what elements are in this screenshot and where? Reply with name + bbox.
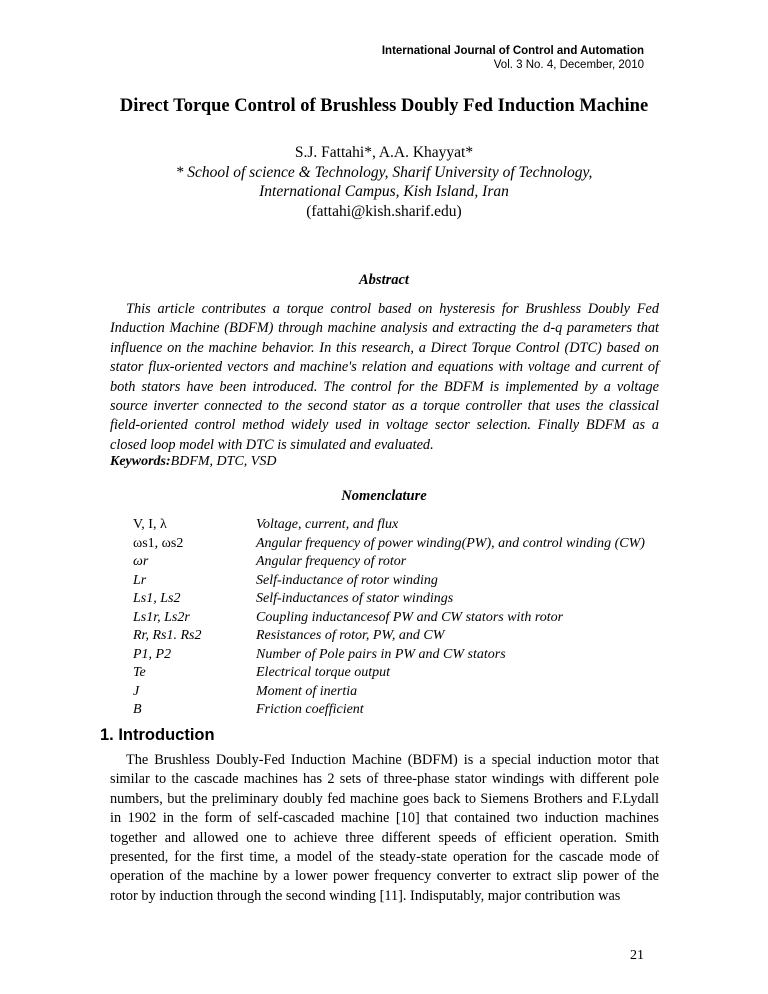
affiliation-line-2: International Campus, Kish Island, Iran	[259, 183, 509, 200]
nomenclature-row	[133, 590, 693, 609]
abstract-text: This article contributes a torque control based on hysteresis for Brushless Doubly Fed Induction Machine (BDFM) through machine analysis and extracting the d-q parameters that influence on the machine behavior. In this research, a Direct Torque Control (DTC) based on stator flux-oriented vectors and machine's relation and equations with voltage and current of both stators have been introduced. The control for the BDFM is implemented by a voltage source inverter connected to the second stator as a torque controller that uses the classical field-oriented control method widely used in voltage sector selection. Finally BDFM as a closed loop model with DTC is simulated and evaluated.	[110, 301, 659, 453]
nomenclature-symbol: B	[133, 702, 142, 717]
nomenclature-row	[133, 572, 693, 591]
nomenclature-symbol: V, I, λ	[133, 517, 167, 532]
nomenclature-symbol: Ls1, Ls2	[133, 591, 181, 606]
paper-title: Direct Torque Control of Brushless Doubly Fed Induction Machine	[119, 96, 649, 116]
nomenclature-row	[133, 609, 693, 628]
nomenclature-symbol: Rr, Rs1. Rs2	[133, 628, 202, 643]
nomenclature-definition: Number of Pole pairs in PW and CW stators	[256, 646, 506, 662]
nomenclature-symbol: Te	[133, 665, 146, 680]
nomenclature-list	[133, 516, 693, 720]
keywords-label: Keywords:	[110, 454, 171, 469]
journal-name: International Journal of Control and Automation	[381, 45, 644, 57]
nomenclature-definition: Resistances of rotor, PW, and CW	[256, 628, 445, 643]
author-block	[80, 143, 688, 221]
nomenclature-definition: Angular frequency of rotor	[256, 554, 407, 569]
nomenclature-definition: Friction coefficient	[256, 702, 364, 717]
nomenclature-symbol: ωr	[133, 554, 149, 569]
author-email: (fattahi@kish.sharif.edu)	[306, 202, 462, 220]
nomenclature-heading: Nomenclature	[341, 488, 427, 504]
authors: S.J. Fattahi*, A.A. Khayyat*	[294, 144, 474, 161]
nomenclature-row	[133, 627, 693, 646]
nomenclature-row	[133, 516, 693, 535]
introduction-paragraph: The Brushless Doubly-Fed Induction Machine (BDFM) is a special induction motor that similar to the cascade machines has 2 sets of three-phase stator windings with different pole numbers, but the preliminary doubly fed machine goes back to Siemens Brothers and F.Lydall in 1902 in the form of self-cascaded machine [10] that contained two induction machines together and allowed one to achieve three different speeds of efficient operation. Smith presented, for the first time, a model of the steady-state operation for the cascade mode of operation of the machine by a lower power frequency converter to extract slip power of the rotor by induction through the second winding [11]. Indisputably, major contribution was	[110, 752, 659, 904]
nomenclature-symbol: Ls1r, Ls2r	[133, 609, 190, 625]
nomenclature-row	[133, 701, 693, 720]
nomenclature-row	[133, 646, 693, 665]
affiliation-line-1: * School of science & Technology, Sharif University of Technology,	[175, 163, 593, 181]
nomenclature-row	[133, 553, 693, 572]
abstract-body	[110, 300, 659, 455]
nomenclature-symbol: P1, P2	[133, 646, 172, 662]
nomenclature-symbol: ωs1, ωs2	[133, 535, 184, 551]
nomenclature-row	[133, 683, 693, 702]
keywords-value: BDFM, DTC, VSD	[170, 454, 277, 469]
page-number: 21	[630, 948, 644, 963]
nomenclature-symbol: J	[133, 683, 140, 699]
nomenclature-definition: Moment of inertia	[256, 683, 358, 699]
nomenclature-definition: Coupling inductancesof PW and CW stators with rotor	[256, 609, 564, 625]
section-heading-introduction: 1. Introduction	[100, 726, 215, 744]
nomenclature-definition: Self-inductance of rotor winding	[256, 572, 438, 588]
nomenclature-definition: Angular frequency of power winding(PW), and control winding (CW)	[256, 535, 645, 551]
nomenclature-definition: Voltage, current, and flux	[256, 517, 399, 532]
keywords	[110, 454, 276, 470]
nomenclature-symbol: Lr	[133, 572, 147, 588]
nomenclature-row	[133, 535, 693, 554]
nomenclature-definition: Electrical torque output	[256, 665, 391, 680]
abstract-heading: Abstract	[359, 272, 409, 288]
nomenclature-row	[133, 664, 693, 683]
nomenclature-definition: Self-inductances of stator windings	[256, 591, 454, 606]
journal-header	[382, 44, 644, 72]
introduction-body	[110, 751, 659, 906]
journal-volume: Vol. 3 No. 4, December, 2010	[493, 59, 644, 71]
